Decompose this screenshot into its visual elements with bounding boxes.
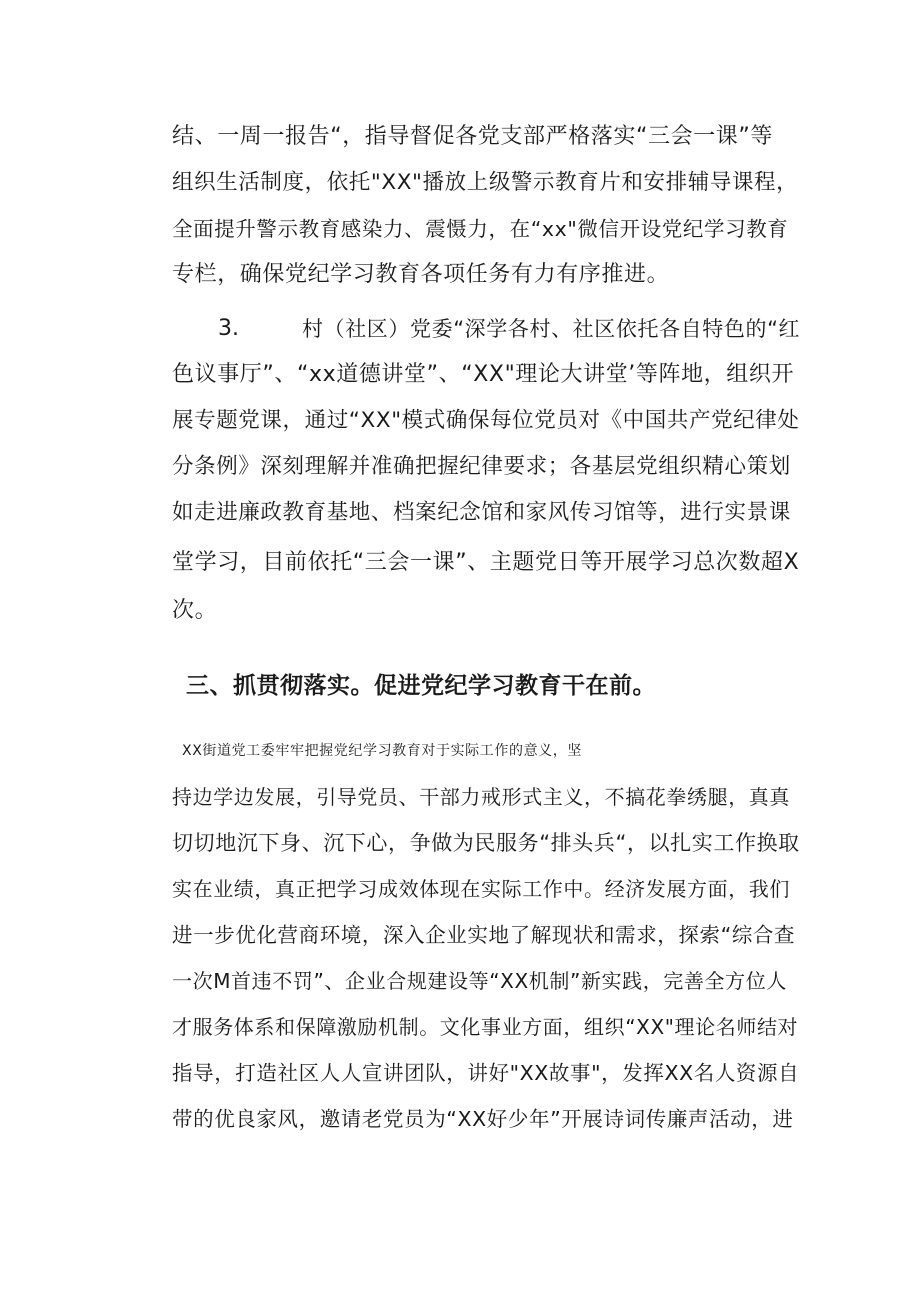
paragraph-line: 全面提升警示教育感染力、震慑力，在“xx"微信开设党纪学习教育 [172, 217, 789, 241]
paragraph-line: 切切地沉下身、沉下心，争做为民服务“排头兵“，以扎实工作换取 [172, 831, 800, 855]
paragraph-line: 分条例》深刻理解并准确把握纪律要求；各基层党组织精心策划 [172, 454, 791, 479]
paragraph-line: 组织生活制度，依托"XX"播放上级警示教育片和安排辅导课程， [172, 170, 799, 195]
paragraph-line: 才服务体系和保障激励机制。文化事业方面，组织“XX"理论名师结对 [172, 1015, 799, 1039]
paragraph-line: 持边学边发展，引导党员、干部力戒形式主义，不搞花拳绣腿，真真 [172, 785, 790, 809]
paragraph-line: 专栏，确保党纪学习教育各项任务有力有序推进。 [172, 262, 670, 287]
paragraph-line: 带的优良家风，邀请老党员为“XX好少年”开展诗词传廉声活动，进 [172, 1107, 794, 1131]
paragraph-line: 如走进廉政教育基地、档案纪念馆和家风传习馆等，进行实景课 [172, 500, 791, 525]
paragraph-line: XX街道党工委牢牢把握党纪学习教育对于实际工作的意义，坚 [182, 743, 582, 759]
paragraph-line: 一次M首违不罚”、企业合规建设等“XX机制”新实践，完善全方位人 [172, 969, 787, 993]
paragraph-line: 进一步优化营商环境，深入企业实地了解现状和需求，探索“综合查 [172, 923, 796, 947]
paragraph-line: 色议事厅”、“xx道德讲堂”、“XX"理论大讲堂’等阵地，组织开 [172, 362, 795, 387]
paragraph-line: 指导，打造社区人人宣讲团队，讲好"XX故事"，发挥XX名人资源自 [172, 1061, 800, 1085]
paragraph-line: 堂学习，目前依托“三会一课”、主题党日等开展学习总次数超X [172, 550, 800, 575]
paragraph-line: 展专题党课，通过“XX"模式确保每位党员对《中国共产党纪律处 [172, 408, 800, 433]
section-heading: 三、抓贯彻落实。促进党纪学习教育干在前。 [186, 673, 656, 699]
paragraph-line: 结、一周一报告“，指导督促各党支部严格落实“三会一课”等 [172, 124, 773, 149]
paragraph-line: 实在业绩，真正把学习成效体现在实际工作中。经济发展方面，我们 [172, 877, 790, 901]
list-item-first-line: 村（社区）党委“深学各村、社区依托各自特色的“红 [302, 317, 801, 341]
paragraph-line: 次。 [172, 598, 218, 623]
list-item-number: 3. [218, 316, 239, 341]
